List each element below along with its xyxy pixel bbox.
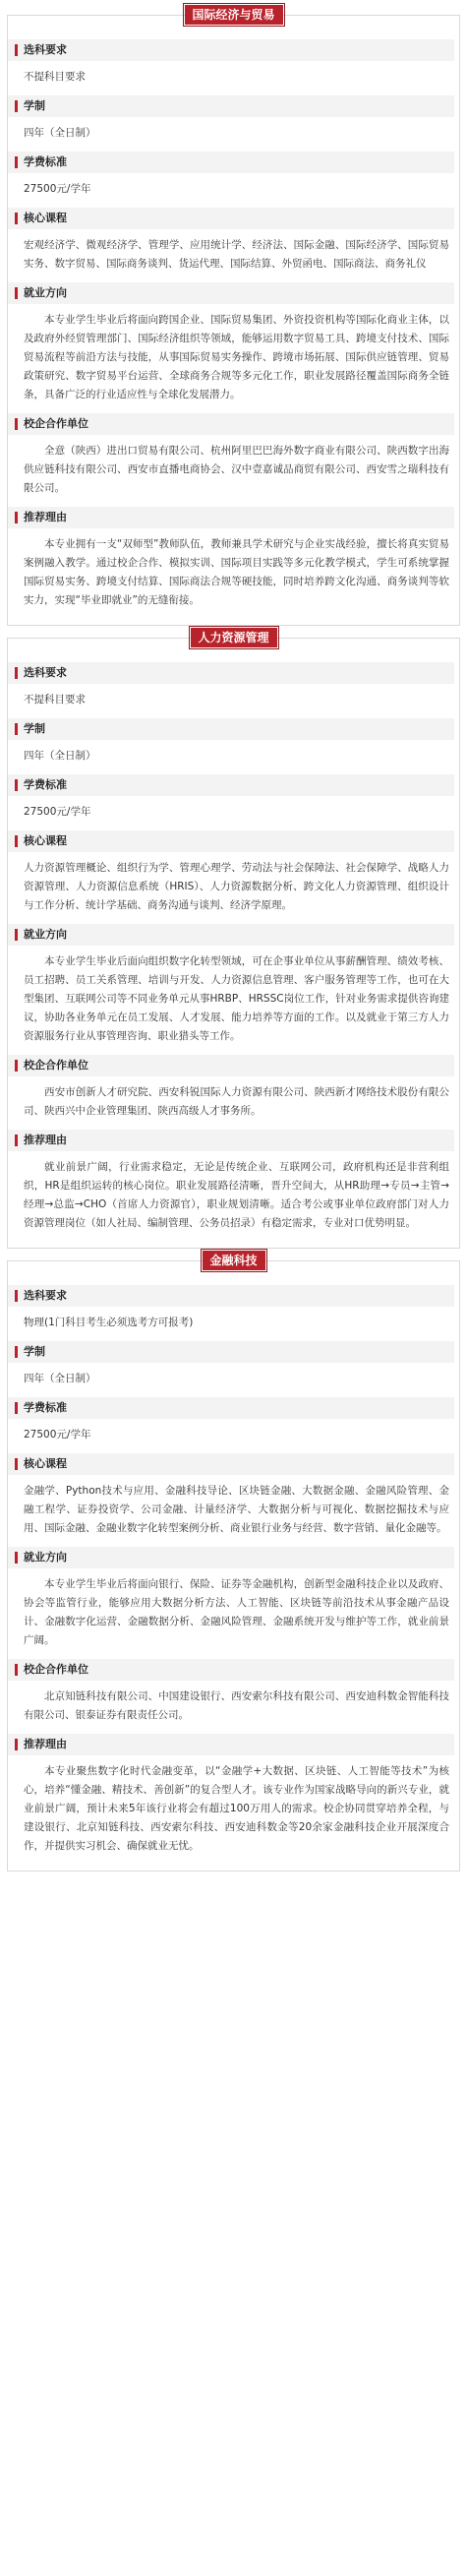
section-body: 27500元/学年 (24, 806, 91, 818)
section-heading: 核心课程 (8, 1453, 454, 1475)
section-body: 金融学、Python技术与应用、金融科技导论、区块链金融、大数据金融、金融风险管理、金融工程学、证券投资学、公司金融、计量经济学、大数据分析与可视化、数据挖掘技术与应用、国际金融、金融业数字化转型案例分析、商业银行业务与经营、数字营销、量化金融等。 (24, 1485, 449, 1534)
section-body: 不提科目要求 (24, 694, 86, 705)
info-section (8, 39, 459, 87)
info-section (8, 1130, 459, 1233)
info-section (8, 830, 459, 915)
info-section (8, 1341, 459, 1388)
section-heading: 选科要求 (8, 39, 454, 61)
section-body: 西安市创新人才研究院、西安科锐国际人力资源有限公司、陕西新才网络技术股份有限公司、陕西兴中企业管理集团、陕西高级人才事务所。 (24, 1086, 449, 1117)
section-heading: 学制 (8, 95, 454, 117)
section-heading: 学费标准 (8, 774, 454, 796)
section-heading: 核心课程 (8, 208, 454, 229)
section-body: 宏观经济学、微观经济学、管理学、应用统计学、经济法、国际金融、国际经济学、国际贸易实务、数字贸易、国际商务谈判、货运代理、国际结算、外贸函电、国际商法、商务礼仪 (24, 239, 449, 270)
section-body: 四年（全日制） (24, 1373, 96, 1384)
section-body: 四年（全日制） (24, 750, 96, 762)
section-body: 四年（全日制） (24, 127, 96, 139)
info-section (8, 1055, 459, 1121)
info-section (8, 413, 459, 498)
section-body: 就业前景广阔，行业需求稳定，无论是传统企业、互联网公司，政府机构还是非营利组织，HR是组织运转的核心岗位。职业发展路径清晰，晋升空间大，从HR助理→专员→主管→经理→总监→CHO（首席人力资源官），职业规划清晰。适合考公或事业单位政府部门对人力资源管理岗位（如人社局、编制管理、公务员招录）有稳定需求，专业对口优势明显。 (24, 1161, 449, 1229)
info-section (8, 662, 459, 709)
info-section (8, 1547, 459, 1650)
section-heading: 推荐理由 (8, 1130, 454, 1151)
info-section (8, 95, 459, 143)
section-heading: 选科要求 (8, 662, 454, 684)
info-section (8, 152, 459, 199)
section-body: 27500元/学年 (24, 1429, 91, 1441)
section-body: 物理(1门科目考生必须选考方可报考) (24, 1317, 194, 1328)
section-body: 本专业学生毕业后将面向银行、保险、证券等金融机构，创新型金融科技企业以及政府、协会等监管行业，能够应用大数据分析方法、人工智能、区块链等前沿技术从事金融产品设计、金融数字化运营、金融数据分析、金融风险管理、金融系统开发与维护等工作，就业前景广阔。 (24, 1578, 449, 1646)
section-heading: 学费标准 (8, 152, 454, 173)
section-heading: 就业方向 (8, 282, 454, 304)
info-section (8, 1734, 459, 1856)
major-card (7, 1254, 460, 1871)
section-body: 全意（陕西）进出口贸易有限公司、杭州阿里巴巴海外数字商业有限公司、陕西数字出海供应链科技有限公司、西安市直播电商协会、汉中壹嘉诚品商贸有限公司、西安雪之瑞科技有限公司。 (24, 445, 449, 494)
info-section (8, 924, 459, 1046)
section-body: 不提科目要求 (24, 71, 86, 83)
section-heading: 选科要求 (8, 1285, 454, 1307)
section-heading: 学费标准 (8, 1397, 454, 1419)
section-heading: 校企合作单位 (8, 1055, 454, 1076)
info-section (8, 1453, 459, 1538)
section-heading: 学制 (8, 1341, 454, 1363)
section-body: 27500元/学年 (24, 183, 91, 195)
info-section (8, 1285, 459, 1332)
section-heading: 校企合作单位 (8, 413, 454, 435)
section-heading: 就业方向 (8, 1547, 454, 1568)
info-section (8, 718, 459, 766)
section-body: 本专业学生毕业后将面向跨国企业、国际贸易集团、外资投资机构等国际化商业主体，以及政府外经贸管理部门、国际经济组织等领域，能够运用数字贸易工具、跨境支付技术、国际贸易流程等前沿方法与技能，从事国际贸易实务操作、跨境市场拓展、国际供应链管理、贸易政策研究、数字贸易平台运营、全球商务合规等多元化工作，职业发展路径覆盖国际商务全链条，具备广泛的行业适应性与全球化发展潜力。 (24, 314, 449, 400)
section-body: 人力资源管理概论、组织行为学、管理心理学、劳动法与社会保障法、社会保障学、战略人力资源管理、人力资源信息系统（HRIS）、人力资源数据分析、跨文化人力资源管理、组织设计与工作分析、统计学基础、商务沟通与谈判、经济学原理。 (24, 862, 449, 911)
section-body: 本专业聚焦数字化时代金融变革，以“金融学+大数据、区块链、人工智能等技术”为核心，培养“懂金融、精技术、善创新”的复合型人才。该专业作为国家战略导向的新兴专业，就业前景广阔，预计未来5年该行业将会有超过100万用人的需求。校企协同贯穿培养全程，与建设银行、北京知链科技、西安索尔科技、西安迪科数金等20余家金融科技企业开展深度合作，并提供实习机会、确保就业无忧。 (24, 1765, 449, 1852)
section-heading: 校企合作单位 (8, 1659, 454, 1681)
info-section (8, 282, 459, 404)
major-card (7, 8, 460, 626)
info-section (8, 1397, 459, 1444)
major-title: 国际经济与贸易 (184, 5, 282, 25)
info-section (8, 774, 459, 822)
info-section (8, 507, 459, 610)
info-section (8, 208, 459, 274)
section-heading: 核心课程 (8, 830, 454, 852)
section-heading: 推荐理由 (8, 507, 454, 528)
section-heading: 推荐理由 (8, 1734, 454, 1755)
major-card (7, 631, 460, 1249)
section-heading: 学制 (8, 718, 454, 740)
section-body: 北京知链科技有限公司、中国建设银行、西安索尔科技有限公司、西安迪科数金智能科技有限公司、银泰证券有限责任公司。 (24, 1690, 449, 1721)
section-body: 本专业学生毕业后面向组织数字化转型领域，可在企事业单位从事薪酬管理、绩效考核、员工招聘、员工关系管理、培训与开发、人力资源信息管理、客户服务管理等工作，也可在大型集团、互联网公司等不同业务单元从事HRBP、HRSSC岗位工作，针对业务需求提供咨询建议，协助各业务单元在员工发展、人才发展、能力培养等方面的工作。以及就业于第三方人力资源服务行业从事管理咨询、职业猎头等工作。 (24, 955, 449, 1042)
section-heading: 就业方向 (8, 924, 454, 946)
major-title: 人力资源管理 (190, 628, 276, 647)
section-body: 本专业拥有一支“双师型”教师队伍，教师兼具学术研究与企业实战经验，擅长将真实贸易案例融入教学。通过校企合作、模拟实训、国际项目实践等多元化教学模式，学生可系统掌握国际贸易实务、跨境支付结算、国际商法合规等硬技能，同时培养跨文化沟通、商务谈判等软实力，实现“毕业即就业”的无缝衔接。 (24, 538, 449, 606)
info-section (8, 1659, 459, 1725)
major-title: 金融科技 (202, 1251, 264, 1270)
